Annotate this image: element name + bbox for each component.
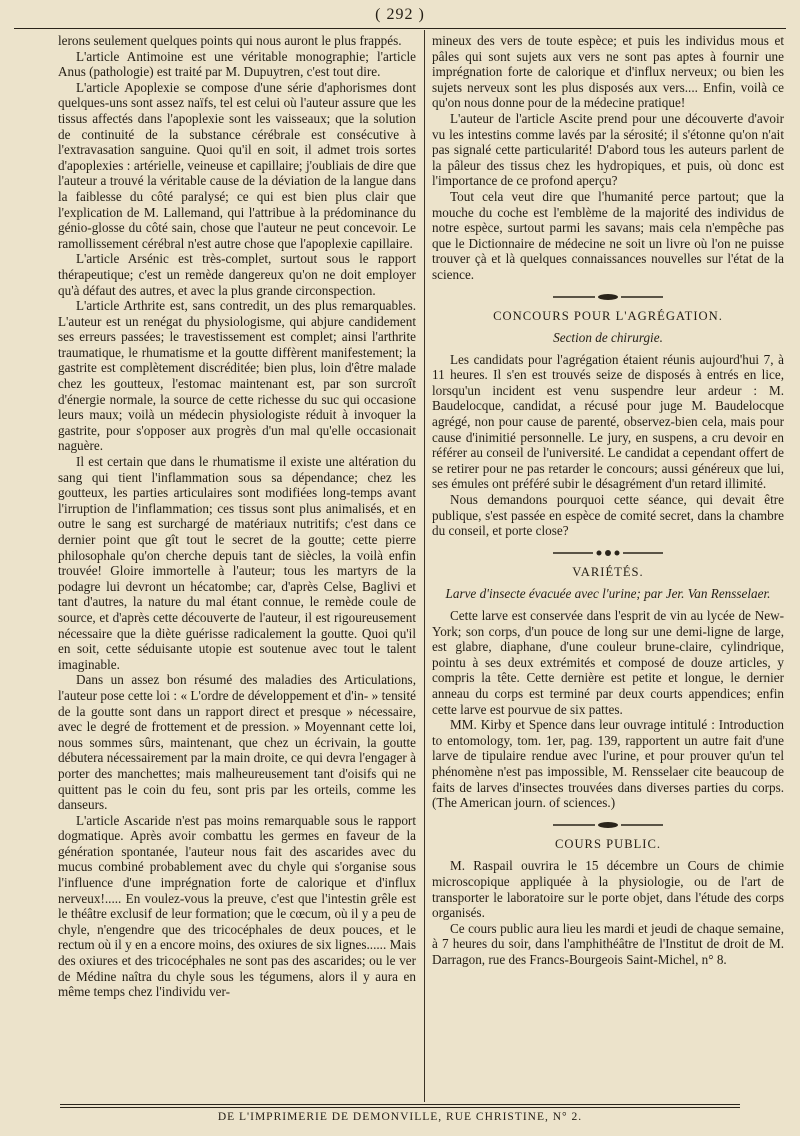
paragraph: L'article Antimoine est une véritable monographie; l'article Anus (pathologie) est traité par M. Dupuytren, c'est tout dire. [58, 48, 416, 80]
paragraph: Les candidats pour l'agrégation étaient réunis aujourd'hui 7, à 11 heures. Il s'en est trouvés seize de disposés à entrés en lice, lorsqu'un incident est venu suspendre leur ardeur : M. Baudelocque, candidat, a récusé pour juge M. Baudelocque agrégé, non pour cause de parenté, observez-bien cela, mais pour cause d'inimitié personnelle. Le jury, en suspens, a cru devoir en référer au conseil de l'université. Le candidat a cependant offert de se retirer pour ne pas retarder le concours; aussi généreux que lui, ses émules ont préféré subir le désagrément d'un retard illimité. [432, 351, 784, 492]
paragraph: MM. Kirby et Spence dans leur ouvrage intitulé : Introduction to entomology, tom. 1er, pag. 139, rapportent un autre fait d'une larve de tipulaire rendue avec l'urine, et pour prouver qu'un tel phénomène n'est pas impossible, M. Rensselaer cite beaucoup de faits de larves d'insectes trouvées dans diverses parties du corps. (The American journ. of sciences.) [432, 717, 784, 811]
paragraph: L'article Arsénic est très-complet, surtout sous le rapport thérapeutique; c'est un remède dangereux qu'on ne doit employer qu'à défaut des autres, et avec la plus grande circonspection. [58, 251, 416, 298]
top-rule [14, 28, 786, 29]
section-ornament [553, 293, 663, 301]
left-column [58, 33, 416, 1000]
printer-imprint: DE L'IMPRIMERIE DE DEMONVILLE, RUE CHRISTINE, N° 2. [217, 1111, 583, 1123]
paragraph: L'article Arthrite est, sans contredit, un des plus remarquables. L'auteur est un renégat du physiologisme, qui abjure candidement ses erreurs passées; le travestissement est complet; ainsi l'arthrite traumatique, le rhumatisme et la goutte diffèrent manifestement; la gastrite est complètement discréditée; bien plus, loin d'être malade chez les goutteux, l'estomac maintenant est, par son surcroît d'énergie normale, la source de cette richesse du suc qui occasione leurs maux; voilà un médecin physiologiste réduit à invoquer la gastrite, pour s'opposer aux progrès d'un mal qu'elle occasionait naguère. [58, 298, 416, 454]
paragraph: M. Raspail ouvrira le 15 décembre un Cours de chimie microscopique appliquée à la physiologie, ou de l'art de transporter le laboratoire sur le porte objet, dans l'étude des corps organisés. [432, 858, 784, 921]
paragraph: Il est certain que dans le rhumatisme il existe une altération du sang qui tient l'inflammation sous sa dépendance; chez les goutteux, les parties articulaires sont modifiées long-temps avant l'irruption de l'inflammation; ces tissus sont plus animalisés, et en outre le sang est surchargé de matériaux nutritifs; c'est dans ce dernier point que gît tout le secret de la goutte; cette pierre philosophale qu'on cherche depuis tant de siècles, la voilà enfin trouvée! Gloire immortelle à l'auteur; tous les martyrs de la podagre lui devront un hécatombe; car, d'après Celse, Baglivi et tant d'autres, la nature du mal étant connue, le remède coule de source, et d'après cette découverte de l'auteur, il est rigoureusement nécessaire que la diète guérisse radicalement la goutte. Quoi qu'il en soit, cette séduisante utopie est soutenue avec tout le talent imaginable. [58, 454, 416, 672]
paragraph: L'auteur de l'article Ascite prend pour une découverte d'avoir vu les intestins comme lavés par la sérosité; il s'étonne qu'on n'ait pas signalé cette particularité! D'abord tous les auteurs parlent de la pâleur des tissus chez les hydropiques, et puis, où donc est l'importance de ce profond aperçu? [432, 110, 784, 189]
section-subtitle-varietes: Larve d'insecte évacuée avec l'urine; par Jer. Van Rensselaer. [445, 586, 771, 602]
paragraph: Ce cours public aura lieu les mardi et jeudi de chaque semaine, à 7 heures du soir, dans l'amphithéâtre de l'Institut de droit de M. Darragon, rue des Francs-Bourgeois Saint-Michel, n° 8. [432, 920, 784, 967]
paragraph: Dans un assez bon résumé des maladies des Articulations, l'auteur pose cette loi : « L'ordre de développement et d'in- » tensité de la goutte sont dans un rapport direct et presque » nécessaire, avec le degré de frottement et de pression. » Moyennant cette loi, nous sommes sûrs, maintenant, que chez un écrivain, la goutte débutera nécessairement par la main droite, ce qui devra l'engager à porter des manchettes; mais malheureusement tant d'oisifs qui ne quittent pas le coin du feu, sont pris par les orteils, comme les danseurs. [58, 672, 416, 813]
section-ornament [553, 821, 663, 829]
paragraph: mineux des vers de toute espèce; et puis les individus mous et pâles qui sont sujets aux vers ne sont pas aptes à fournir une imprégnation forte de calorique et d'influx nerveux; ou bien les sujets nerveux sont les plus disposés aux vers.... Enfin, voilà ce qu'on nous donne pour de la médecine pratique! [432, 33, 784, 111]
paragraph: Tout cela veut dire que l'humanité perce partout; que la mouche du coche est l'emblème de la majorité des individus de notre espèce, surtout parmi les savans; mais cela n'empêche pas que le Dictionnaire de médecine ne soit un livre où l'on ne puisse trouver çà et là quelques connaissances nouvelles sur l'état de la science. [432, 188, 784, 282]
section-ornament [553, 549, 663, 557]
paragraph: lerons seulement quelques points qui nous auront le plus frappés. [58, 33, 402, 48]
column-divider [424, 30, 425, 1102]
bottom-rule [60, 1107, 740, 1108]
paragraph: Cette larve est conservée dans l'esprit de vin au lycée de New-York; son corps, d'un pouce de long sur une demi-ligne de large, est glabre, diaphane, d'une couleur brune-claire, cylindrique, pointu à ses deux extrémités et composé de douze articles, y compris la tête. Cette dernière est petite et longue, le dernier anneau du corps est terminé par deux courts appendices; enfin cette larve est pourvue de six pattes. [432, 608, 784, 717]
paragraph: L'article Apoplexie se compose d'une série d'aphorismes dont quelques-uns sont assez naïfs, tel est celui où l'auteur assure que les tissus affectés dans l'apoplexie sont les vaisseaux; que la solution de continuité de la substance cérébrale est consécutive à l'extravasation sanguine. Quoi qu'il en soit, il admet trois sortes d'apoplexies : artérielle, veineuse et capillaire; j'oubliais de dire que l'auteur a trouvé la véritable cause de la déviation de la langue dans la faiblesse du côté paralysé; ce qui est bien plus clair que l'explication de M. Lallemand, qui l'attribue à la prédominance du génio-glosse du côté sain, chose que l'auteur ne peut concevoir. Le ramollissement cérébral n'est autre chose que l'apoplexie capillaire. [58, 79, 416, 251]
bottom-rule [60, 1104, 740, 1105]
page-number: ( 292 ) [375, 6, 425, 23]
right-column [432, 33, 784, 967]
section-title-concours: CONCOURS POUR L'AGRÉGATION. [493, 308, 723, 323]
section-title-varietes: VARIÉTÉS. [572, 564, 644, 579]
paragraph: L'article Ascaride n'est pas moins remarquable sous le rapport dogmatique. Après avoir combattu les germes en faveur de la génération spontanée, l'auteur nous fait des ascarides avec du mucus combiné probablement avec du chyle qui s'organise sous l'influence d'une imprégnation forte de calorique et d'influx nerveux!..... En voulez-vous la preuve, c'est que l'intestin grêle est le théâtre exclusif de leur formation; que le cœcum, où il y a peu de chyle, n'engendre que des tricocéphales de deux pouces, et le rectum où il y en a encore moins, des oxiures de six lignes...... Mais des oxiures et des tricocéphales ne sont pas des ascarides; ou le ver de Médine naîtra du chyle sous les tégumens, alors il y aura en même temps chez l'individu ver- [58, 812, 416, 1000]
section-title-cours: COURS PUBLIC. [554, 836, 662, 851]
paragraph: Nous demandons pourquoi cette séance, qui devait être publique, s'est passée en espèce de comité secret, dans la chambre du conseil, et porte close? [432, 492, 784, 539]
section-subtitle-concours: Section de chirurgie. [553, 330, 663, 346]
